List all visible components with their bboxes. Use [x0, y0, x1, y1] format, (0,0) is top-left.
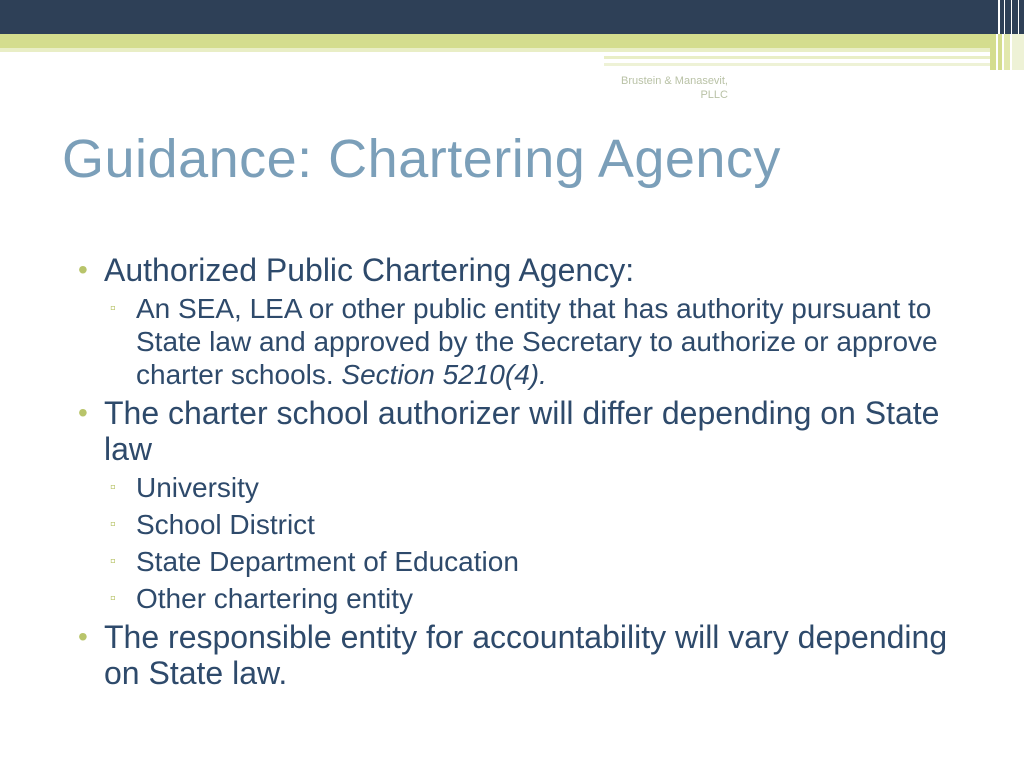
accent-stripe	[0, 34, 1024, 48]
bullet-1-sub-1-text: An SEA, LEA or other public entity that has authority pursuant to State law and approved by the Secretary to authorize or approve charter schools.	[136, 293, 938, 390]
bullet-1	[78, 252, 968, 288]
bullet-3-text: The responsible entity for accountability will vary depending on State law.	[104, 619, 948, 691]
bullet-2-sub-4	[78, 582, 968, 615]
sub-bullet-square-icon: ▫	[110, 479, 116, 496]
bullet-dot-icon: •	[78, 621, 88, 652]
sub-bullet-square-icon: ▫	[110, 300, 116, 317]
sub-bullet-square-icon: ▫	[110, 553, 116, 570]
firm-name-line1: Brustein & Manasevit,	[621, 75, 728, 87]
bullet-2	[78, 395, 968, 467]
slide-content	[78, 252, 968, 695]
bullet-dot-icon: •	[78, 397, 88, 428]
slide-title: Guidance: Chartering Agency	[62, 129, 781, 189]
bullet-2-sub-3	[78, 545, 968, 578]
bullet-2-sub-2	[78, 508, 968, 541]
bullet-3	[78, 619, 968, 691]
bullet-2-text: The charter school authorizer will differ depending on State law	[104, 395, 940, 467]
bullet-dot-icon: •	[78, 254, 88, 285]
top-bar	[0, 0, 1024, 34]
bullet-1-sub-1	[78, 292, 968, 391]
firm-name	[560, 74, 728, 102]
accent-stripe-step	[604, 48, 1024, 70]
bullet-2-sub-1	[78, 471, 968, 504]
accent-stripe-right	[990, 34, 1024, 70]
firm-name-line2: PLLC	[700, 89, 728, 101]
bullet-2-sub-3-text: State Department of Education	[136, 546, 519, 577]
bullet-2-sub-4-text: Other chartering entity	[136, 583, 414, 614]
bullet-2-sub-2-text: School District	[136, 509, 315, 540]
sub-bullet-square-icon: ▫	[110, 590, 116, 607]
bullet-2-sub-1-text: University	[136, 472, 259, 503]
sub-bullet-square-icon: ▫	[110, 516, 116, 533]
citation: Section 5210(4).	[341, 359, 547, 390]
bullet-1-text: Authorized Public Chartering Agency:	[104, 252, 635, 288]
